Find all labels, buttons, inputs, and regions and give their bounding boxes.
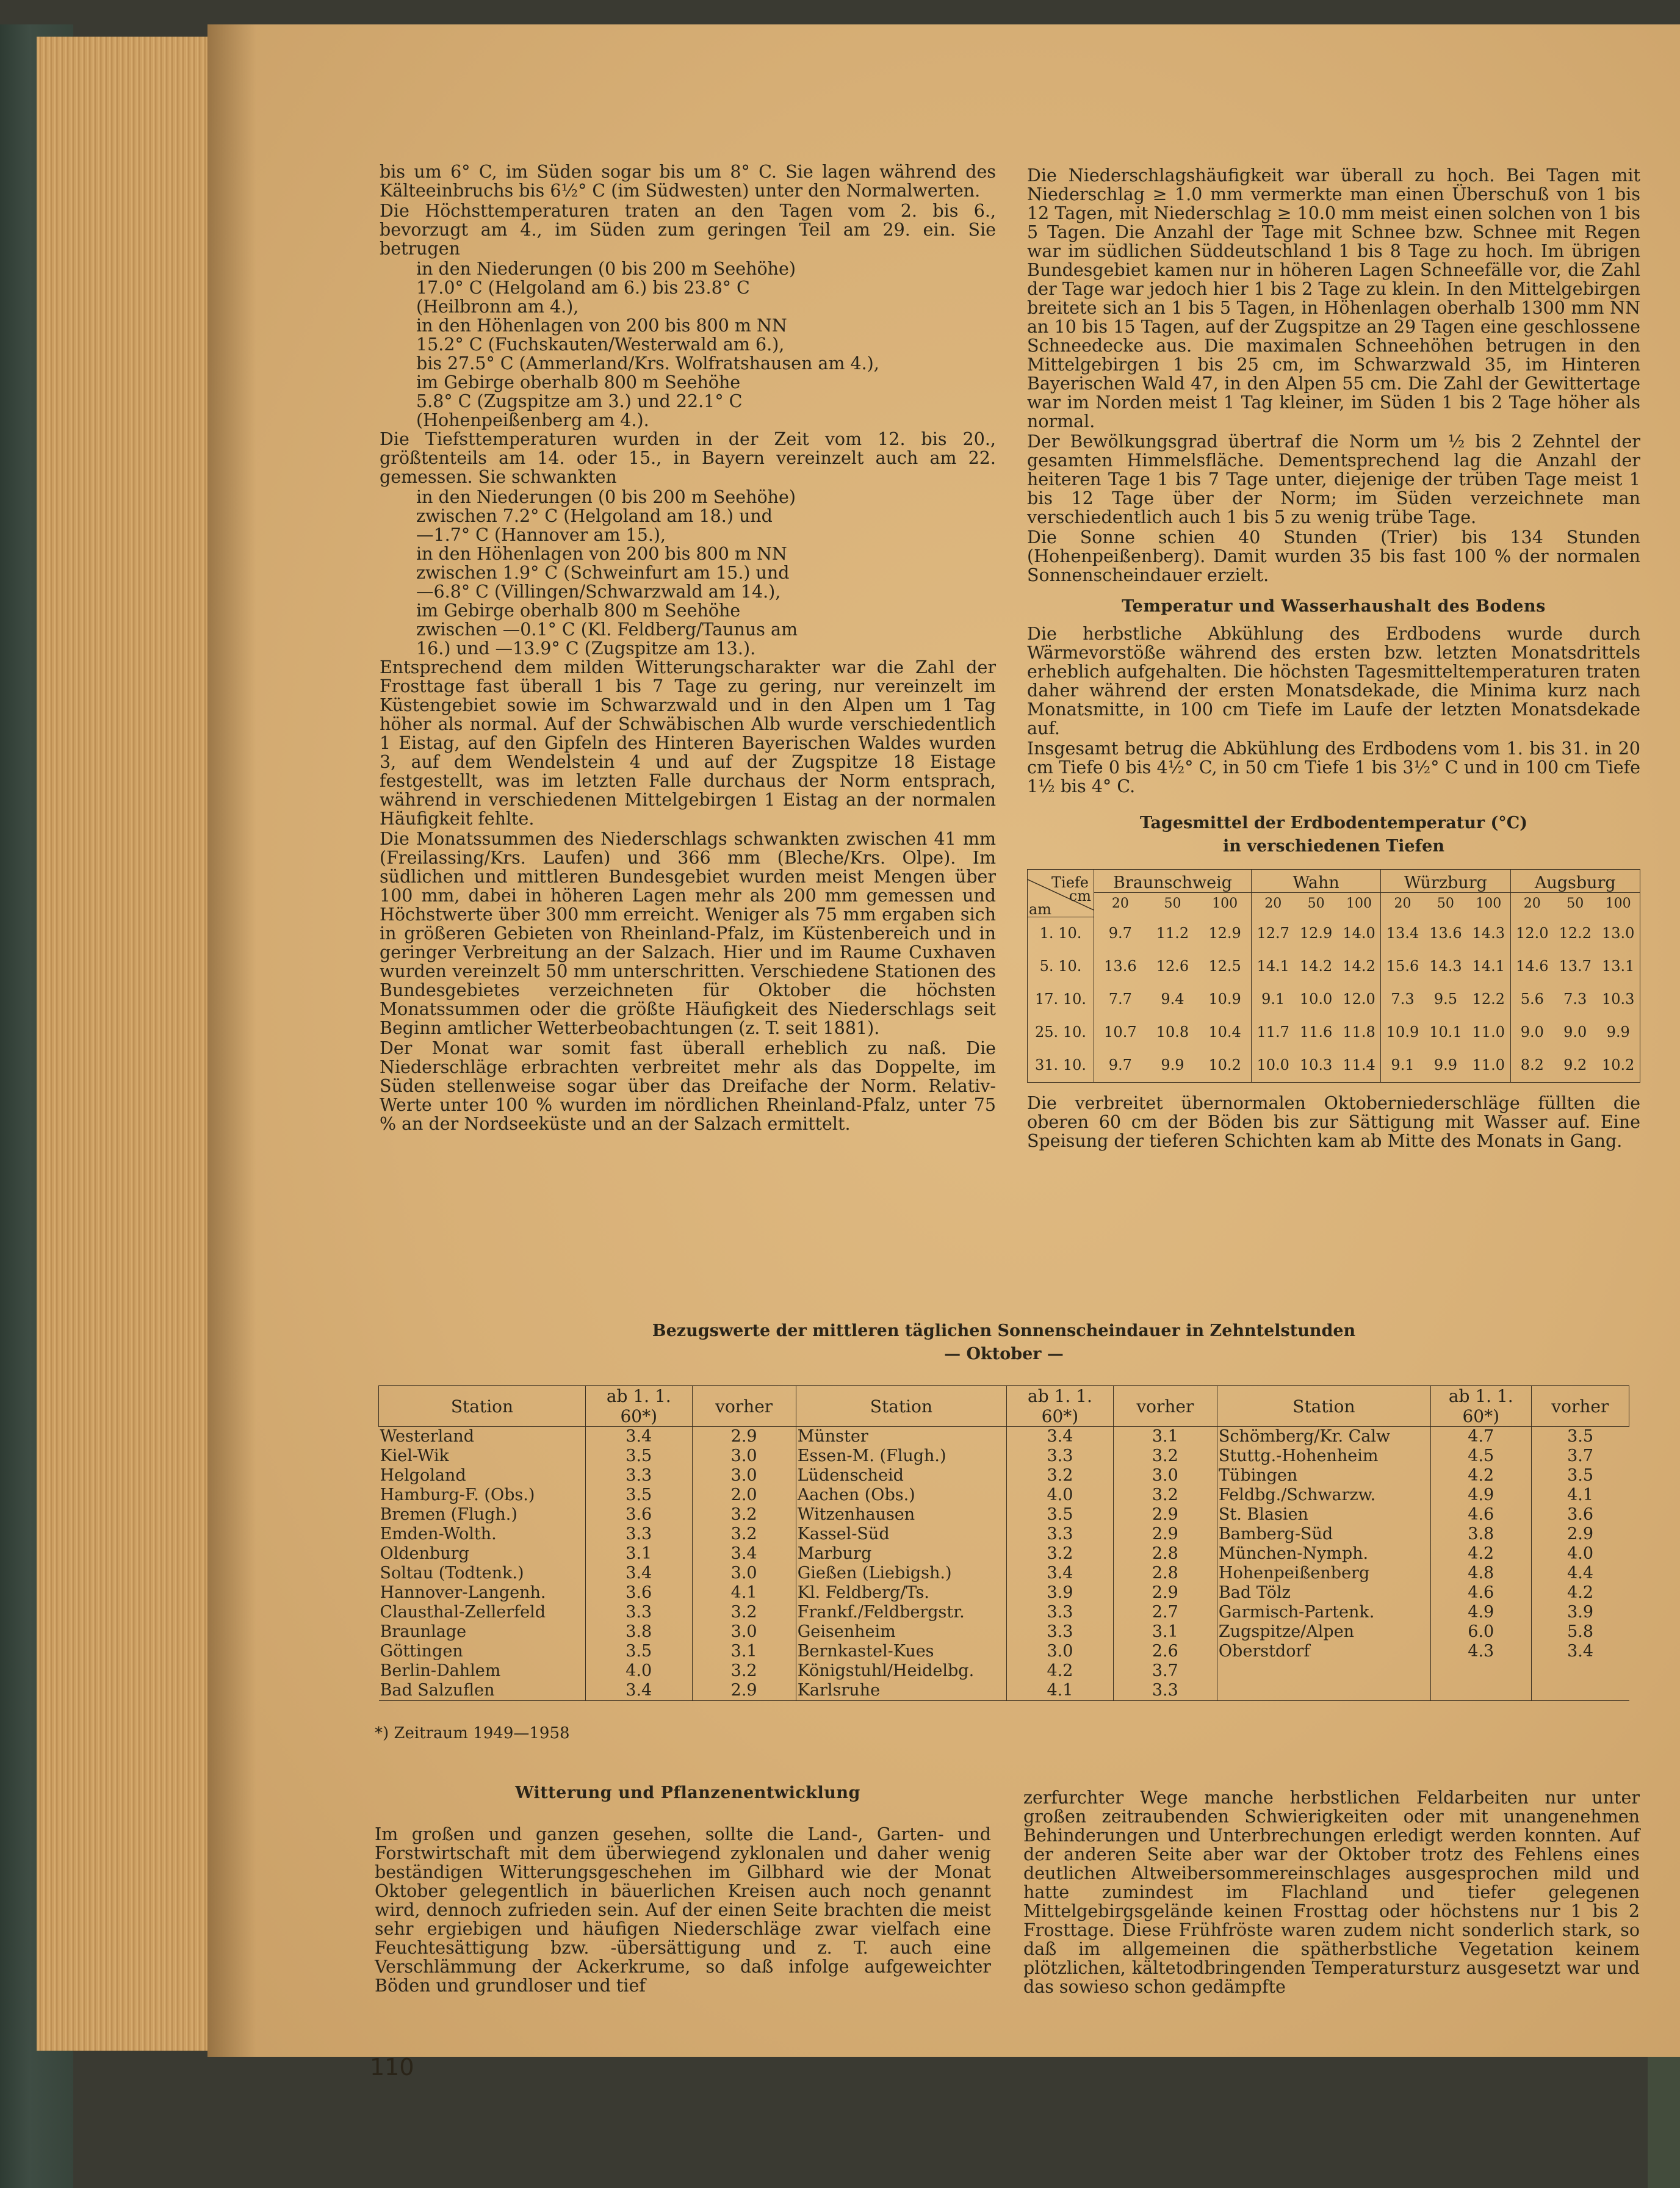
station-name: Zugspitze/Alpen [1217, 1622, 1430, 1642]
table-cell: 9.1 [1381, 1049, 1424, 1083]
table-cell: 3.8 [1430, 1525, 1531, 1544]
corner-unit-label: cm [1069, 887, 1091, 905]
station-header: Braunschweig [1094, 870, 1252, 893]
list-line: 15.2° C (Fuchskauten/Westerwald am 6.), [416, 334, 785, 355]
station-name: St. Blasien [1217, 1505, 1430, 1525]
station-name: Stuttg.-Hohenheim [1217, 1446, 1430, 1466]
table-cell: 12.2 [1472, 991, 1505, 1008]
paragraph: zerfurchter Wege manche herbstlichen Feldarbeiten nur unter großen zeitraubenden Schwierigkeiten oder mit unangenehmen Behinderungen und Unterbrechungen erledigt werden konnten. Auf der anderen Seite aber war der Oktober trotz des Fehlens eines deutlichen Altweibersommereinschlages ausgesprochen mild und hatte zumindest im Flachland und tiefer gelegenen Mittelgebirgsgelände keinen Frosttag oder höchstens nur 1 bis 2 Frosttage. Diese Frühfröste waren zudem nicht sonderlich stark, so daß im allgemeinen die spätherbstliche Vegetation keinem plötzlichen, kältetodbringenden Temperatursturz ausgesetzt war und das sowieso schon gedämpfte [1023, 1788, 1640, 1997]
table-cell: 10.9 [1208, 991, 1241, 1008]
list-line: in den Höhenlagen von 200 bis 800 m NN [416, 316, 787, 336]
station-name: Karlsruhe [796, 1681, 1006, 1701]
station-name: Marburg [796, 1544, 1006, 1564]
table-cell: 3.4 [1007, 1427, 1114, 1447]
table-cell: 3.0 [692, 1622, 796, 1642]
table-cell: 12.2 [1559, 924, 1592, 942]
table-row [379, 1564, 1629, 1583]
list-line: in den Höhenlagen von 200 bis 800 m NN [416, 544, 787, 564]
station-name: Emden-Wolth. [380, 1525, 497, 1544]
list-line: in den Niederungen (0 bis 200 m Seehöhe) [416, 259, 796, 279]
table-row [1028, 983, 1640, 1016]
table-cell: 3.0 [1007, 1642, 1114, 1661]
table-cell: 10.9 [1381, 1016, 1424, 1049]
table-cell: 4.7 [1430, 1427, 1531, 1447]
station-name: Göttingen [380, 1642, 463, 1661]
table-cell: 4.0 [1531, 1544, 1629, 1564]
table-cell: 8.2 [1510, 1049, 1554, 1083]
soil-table-subtitle: in verschiedenen Tiefen [1223, 837, 1444, 856]
section-heading: Witterung und Pflanzenentwicklung [515, 1783, 860, 1802]
table-cell: 13.4 [1381, 917, 1424, 950]
station-name: Kiel-Wik [380, 1446, 449, 1465]
list-line: in den Niederungen (0 bis 200 m Seehöhe) [416, 487, 796, 507]
table-cell: 3.2 [1007, 1466, 1114, 1486]
sunshine-table [378, 1385, 1629, 1701]
table-cell: 3.5 [585, 1642, 692, 1661]
table-cell: 2.9 [692, 1681, 796, 1701]
station-name: Braunlage [380, 1622, 467, 1641]
station-name: Garmisch-Partenk. [1217, 1603, 1430, 1622]
table-cell: 3.1 [692, 1642, 796, 1661]
max-temp-list [380, 259, 996, 430]
right-column [1027, 166, 1640, 1152]
table-corner [1028, 870, 1094, 917]
table-cell: 14.3 [1429, 958, 1462, 975]
paragraph: Die Sonne schien 40 Stunden (Trier) bis 134 Stunden (Hohenpeißenberg). Damit wurden 35 bis fast 100 % der normalen Sonnenscheindauer erzielt. [1027, 527, 1640, 585]
station-name [1217, 1681, 1430, 1701]
table-cell: 10.1 [1429, 1024, 1462, 1041]
depth-header: 20 [1523, 896, 1541, 911]
paragraph: Die Tiefsttemperaturen wurden in der Zeit vom 12. bis 20., größtenteils am 14. oder 15., in Bayern vereinzelt auch am 22. gemessen. Sie schwankten [380, 429, 996, 487]
table-cell: 14.0 [1343, 924, 1375, 942]
table-cell: 2.8 [1113, 1564, 1217, 1583]
table-cell: 2.8 [1113, 1544, 1217, 1564]
depth-header: 100 [1199, 893, 1251, 917]
paragraph: Die herbstliche Abkühlung des Erdbodens wurde durch Wärmevorstöße während des ersten bzw. letzten Monatsdrittels erheblich aufgehalten. Die höchsten Tagesmitteltemperaturen traten daher während der ersten Monatsdekade, die Minima kurz nach Monatsmitte, in 100 cm Tiefe im Laufe der letzten Monatsdekade auf. [1027, 624, 1640, 738]
table-cell: 7.3 [1563, 991, 1587, 1008]
paragraph: Die Monatssummen des Niederschlags schwankten zwischen 41 mm (Freilassing/Krs. Laufen) und 366 mm (Bleche/Krs. Olpe). Im südlichen und mittleren Bundesgebiet wurden meist Mengen über 100 mm, dabei in höheren Lagen mehr als 200 mm gemessen und Höchstwerte über 300 mm erreicht. Weniger als 75 mm ergaben sich in größeren Gebieten von Rheinland-Pfalz, im Küstenbereich und in geringer Verbreitung an der Salzach. Hier und im Raume Cuxhaven wurden vereinzelt 50 mm unterschritten. Verschiedene Stationen des Bundesgebietes verzeichneten für Oktober die höchsten Monatssummen oder die größte Häufigkeit des Niederschlags seit Beginn amtlicher Wetterbeobachtungen (z. T. seit 1881). [380, 829, 996, 1038]
table-cell [1430, 1661, 1531, 1681]
table-cell: 11.4 [1343, 1056, 1375, 1074]
table-cell: 11.2 [1156, 924, 1189, 942]
table-cell: 9.0 [1563, 1024, 1587, 1041]
table-cell: 11.8 [1343, 1024, 1375, 1041]
table-cell: 3.4 [585, 1564, 692, 1583]
station-name: Aachen (Obs.) [796, 1486, 1006, 1505]
row-date: 5. 10. [1028, 950, 1094, 983]
table-cell: 3.9 [1007, 1583, 1114, 1603]
table-cell: 3.5 [1531, 1427, 1629, 1447]
table-cell: 2.9 [1113, 1525, 1217, 1544]
table-cell: 9.0 [1510, 1016, 1554, 1049]
table-cell: 3.3 [1007, 1525, 1114, 1544]
table-cell: 13.7 [1559, 958, 1592, 975]
table-row [1028, 917, 1640, 950]
table-cell: 3.2 [692, 1525, 796, 1544]
table-row [379, 1603, 1629, 1622]
table-cell: 3.5 [585, 1486, 692, 1505]
footnote: *) Zeitraum 1949—1958 [375, 1724, 570, 1742]
station-name: Witzenhausen [796, 1505, 1006, 1525]
row-date: 17. 10. [1028, 983, 1094, 1016]
table-cell: 4.0 [1007, 1486, 1114, 1505]
table-cell: 4.0 [585, 1661, 692, 1681]
paragraph: Der Monat war somit fast überall erheblich zu naß. Die Niederschläge erbrachten verbreitet mehr als das Doppelte, im Süden stellenweise sogar über das Dreifache der Norm. Relativ-Werte unter 100 % wurden im nördlichen Rheinland-Pfalz, unter 75 % an der Nordseeküste und an der Salzach ermittelt. [380, 1038, 996, 1134]
table-cell: 12.0 [1510, 917, 1554, 950]
table-cell: 3.0 [692, 1564, 796, 1583]
row-date: 31. 10. [1028, 1049, 1094, 1083]
depth-header: 100 [1596, 893, 1640, 917]
table-cell: 10.0 [1299, 991, 1333, 1008]
bottom-left-column [375, 1825, 991, 1996]
table-cell: 9.5 [1433, 991, 1457, 1008]
table-cell: 3.2 [692, 1661, 796, 1681]
paragraph: Der Bewölkungsgrad übertraf die Norm um ½ bis 2 Zehntel der gesamten Himmelsfläche. Dementsprechend lag die Anzahl der heiteren Tage 1 bis 7 Tage unter, diejenige der trüben Tage meist 1 bis 12 Tage über der Norm; im Süden verzeichnete man verschiedentlich auch 1 bis 5 zu wenig trübe Tage. [1027, 431, 1640, 527]
list-line: —1.7° C (Hannover am 15.), [416, 525, 666, 545]
table-cell: 11.0 [1472, 1024, 1505, 1041]
table-cell: 2.9 [1113, 1583, 1217, 1603]
table-cell: 2.7 [1113, 1603, 1217, 1622]
table-cell: 10.8 [1156, 1024, 1189, 1041]
table-row [379, 1446, 1629, 1466]
table-cell: 12.9 [1208, 924, 1241, 942]
paragraph: Die Niederschlagshäufigkeit war überall zu hoch. Bei Tagen mit Niederschlag ≥ 1.0 mm vermerkte man einen Überschuß von 1 bis 12 Tagen, mit Niederschlag ≥ 10.0 mm meist einen solchen von 1 bis 5 Tagen. Die Anzahl der Tage mit Schnee bzw. Schnee mit Regen war im südlichen Süddeutschland 1 bis 8 Tage zu hoch. Im übrigen Bundesgebiet kamen nur in höheren Lagen Schneefälle vor, die Zahl der Tage war jedoch hier 1 bis 2 Tage zu klein. In den Mittelgebirgen breitete sich an 1 bis 5 Tagen, in Höhenlagen oberhalb 1300 mm NN an 10 bis 15 Tagen, auf der Zugspitze an 29 Tagen eine geschlossene Schneedecke aus. Die maximalen Schneehöhen betrugen in den Mittelgebirgen 1 bis 25 cm, im Schwarzwald 35, im Hinteren Bayerischen Wald 47, in den Alpen 55 cm. Die Zahl der Gewittertage war im Norden meist 1 Tag kleiner, im Süden 1 bis 2 Tage höher als normal. [1027, 165, 1640, 431]
list-line: zwischen 7.2° C (Helgoland am 18.) und [416, 506, 773, 526]
table-cell: 10.3 [1596, 983, 1640, 1016]
depth-header: 50 [1307, 896, 1325, 911]
soil-temperature-table [1027, 869, 1640, 1083]
depth-header: 20 [1094, 893, 1147, 917]
table-cell: 3.3 [1113, 1681, 1217, 1701]
table-cell: 3.4 [692, 1544, 796, 1564]
table-cell: 3.8 [585, 1622, 692, 1642]
list-line: 5.8° C (Zugspitze am 3.) und 22.1° C [416, 391, 743, 411]
table-row [379, 1661, 1629, 1681]
table-cell: 4.3 [1430, 1642, 1531, 1661]
section-heading: Temperatur und Wasserhaushalt des Bodens [1122, 597, 1546, 616]
table-cell: 3.3 [585, 1525, 692, 1544]
table-cell: 5.8 [1531, 1622, 1629, 1642]
page-stack [37, 37, 222, 2051]
table-cell: 6.0 [1430, 1622, 1531, 1642]
table-cell: 7.3 [1381, 983, 1424, 1016]
table-cell: 3.4 [1007, 1564, 1114, 1583]
station-name: Hohenpeißenberg [1217, 1564, 1430, 1583]
depth-header: 100 [1467, 893, 1510, 917]
bottom-right-column [1023, 1788, 1640, 1998]
station-name: Hamburg-F. (Obs.) [380, 1486, 535, 1504]
depth-header: 50 [1164, 896, 1181, 911]
station-name: Helgoland [380, 1466, 466, 1485]
depth-header: 100 [1338, 893, 1381, 917]
table-cell: 3.5 [585, 1446, 692, 1466]
table-cell: 3.3 [1007, 1603, 1114, 1622]
station-name: Clausthal-Zellerfeld [380, 1603, 546, 1622]
station-name: Kassel-Süd [796, 1525, 1006, 1544]
table-cell: 9.2 [1563, 1056, 1587, 1074]
station-name: Kl. Feldberg/Ts. [796, 1583, 1006, 1603]
table-cell: 3.9 [1531, 1603, 1629, 1622]
table-cell: 14.2 [1299, 958, 1333, 975]
col-station: Station [1217, 1386, 1430, 1427]
table-cell: 2.9 [1531, 1525, 1629, 1544]
table-cell: 11.6 [1299, 1024, 1333, 1041]
table-cell: 4.2 [1531, 1583, 1629, 1603]
station-name: Berlin-Dahlem [380, 1661, 501, 1680]
table-cell: 13.1 [1596, 950, 1640, 983]
table-cell: 9.4 [1161, 991, 1184, 1008]
table-cell: 4.5 [1430, 1446, 1531, 1466]
table-cell: 7.7 [1094, 983, 1147, 1016]
depth-header: 50 [1566, 896, 1584, 911]
station-name: Gießen (Liebigsh.) [796, 1564, 1006, 1583]
station-name: München-Nymph. [1217, 1544, 1430, 1564]
table-cell: 3.6 [1531, 1505, 1629, 1525]
table-cell: 3.2 [692, 1505, 796, 1525]
left-column [380, 162, 996, 1135]
corner-date-label: am [1029, 901, 1052, 919]
table-cell: 3.3 [1007, 1622, 1114, 1642]
list-line: bis 27.5° C (Ammerland/Krs. Wolfratshausen am 4.), [416, 353, 879, 374]
paragraph: Entsprechend dem milden Witterungscharakter war die Zahl der Frosttage fast überall 1 bis 7 Tage zu gering, nur vereinzelt im Küstengebiet sowie im Schwarzwald und in den Alpen um 1 Tag höher als normal. Auf der Schwäbischen Alb wurde verschiedentlich 1 Eistag, auf den Gipfeln des Hinteren Bayerischen Waldes wurden 3, auf dem Wendelstein 4 und auf der Zugspitze 18 Eistage festgestellt, was im letzten Falle durchaus der Norm entsprach, während in verschiedenen Mittelgebirgen 1 Eistag an der normalen Häufigkeit fehlte. [380, 657, 996, 829]
sun-table-title: Bezugswerte der mittleren täglichen Sonnenscheindauer in Zehntelstunden [652, 1321, 1356, 1340]
table-cell: 4.2 [1430, 1466, 1531, 1486]
depth-header: 20 [1394, 896, 1411, 911]
table-cell: 2.9 [1113, 1505, 1217, 1525]
station-name: Bad Tölz [1217, 1583, 1430, 1603]
station-name: Bernkastel-Kues [796, 1642, 1006, 1661]
table-cell: 11.0 [1472, 1056, 1505, 1074]
col-old: vorher [692, 1386, 796, 1427]
station-name: Soltau (Todtenk.) [380, 1564, 524, 1583]
table-cell: 10.2 [1208, 1056, 1241, 1074]
corner-depth-label: Tiefe [1051, 874, 1089, 892]
table-cell: 3.4 [1531, 1642, 1629, 1661]
table-cell: 10.3 [1299, 1056, 1333, 1074]
table-cell: 3.7 [1113, 1661, 1217, 1681]
table-cell: 14.2 [1343, 958, 1375, 975]
table-cell [1430, 1681, 1531, 1701]
table-cell: 13.0 [1596, 917, 1640, 950]
table-cell: 12.7 [1251, 917, 1294, 950]
table-cell: 3.4 [585, 1681, 692, 1701]
table-cell [1531, 1661, 1629, 1681]
table-row [379, 1681, 1629, 1701]
list-line: im Gebirge oberhalb 800 m Seehöhe [416, 601, 741, 621]
station-name: Bad Salzuflen [380, 1681, 495, 1700]
table-row [1028, 1016, 1640, 1049]
corner-diagonal [1028, 873, 1094, 916]
table-cell: 15.6 [1381, 950, 1424, 983]
table-row [379, 1544, 1629, 1564]
table-cell: 3.1 [1113, 1427, 1217, 1447]
station-name: Feldbg./Schwarzw. [1217, 1486, 1430, 1505]
table-cell: 9.7 [1094, 1049, 1147, 1083]
table-cell: 4.4 [1531, 1564, 1629, 1583]
station-name: Münster [796, 1427, 1006, 1447]
table-cell: 9.9 [1596, 1016, 1640, 1049]
paragraph: bis um 6° C, im Süden sogar bis um 8° C. Sie lagen während des Kälteeinbruchs bis 6½° C (im Südwesten) unter den Normalwerten. [380, 162, 996, 201]
table-cell: 9.1 [1251, 983, 1294, 1016]
table-cell: 4.8 [1430, 1564, 1531, 1583]
table-cell: 9.9 [1161, 1056, 1184, 1074]
table-row [379, 1525, 1629, 1544]
station-name: Lüdenscheid [796, 1466, 1006, 1486]
col-old: vorher [1113, 1386, 1217, 1427]
table-cell [1531, 1681, 1629, 1701]
depth-header: 50 [1437, 896, 1454, 911]
table-cell: 14.3 [1472, 924, 1505, 942]
paragraph: Die Höchsttemperaturen traten an den Tagen vom 2. bis 6., bevorzugt am 4., im Süden zum geringen Teil am 29. ein. Sie betrugen [380, 201, 996, 259]
table-cell: 14.1 [1251, 950, 1294, 983]
row-date: 1. 10. [1028, 917, 1094, 950]
table-cell: 3.5 [1007, 1505, 1114, 1525]
page-number: 110 [370, 2054, 414, 2081]
table-cell: 4.2 [1430, 1544, 1531, 1564]
table-cell: 3.5 [1531, 1466, 1629, 1486]
table-cell: 3.1 [585, 1544, 692, 1564]
table-row [379, 1427, 1629, 1447]
table-cell: 4.2 [1007, 1661, 1114, 1681]
table-cell: 3.0 [692, 1466, 796, 1486]
table-cell: 3.0 [692, 1446, 796, 1466]
list-line: (Hohenpeißenberg am 4.). [416, 410, 649, 430]
list-line: zwischen —0.1° C (Kl. Feldberg/Taunus am [416, 619, 798, 640]
table-row [379, 1505, 1629, 1525]
table-cell: 13.6 [1429, 924, 1462, 942]
table-cell: 3.4 [585, 1427, 692, 1447]
table-row [1028, 1049, 1640, 1083]
station-name: Hannover-Langenh. [380, 1583, 546, 1602]
station-name: Oberstdorf [1217, 1642, 1430, 1661]
station-name: Westerland [380, 1427, 475, 1446]
station-name: Königstuhl/Heidelbg. [796, 1661, 1006, 1681]
table-row [379, 1486, 1629, 1505]
table-cell: 3.7 [1531, 1446, 1629, 1466]
sun-table-subtitle: — Oktober — [944, 1345, 1064, 1363]
station-name: Schömberg/Kr. Calw [1217, 1427, 1430, 1447]
table-row [379, 1642, 1629, 1661]
station-name [1217, 1661, 1430, 1681]
station-name: Geisenheim [796, 1622, 1006, 1642]
station-name: Tübingen [1217, 1466, 1430, 1486]
list-line: 17.0° C (Helgoland am 6.) bis 23.8° C [416, 278, 750, 298]
table-row [379, 1622, 1629, 1642]
table-cell: 4.1 [1007, 1681, 1114, 1701]
table-cell: 3.2 [1007, 1544, 1114, 1564]
paragraph: Die verbreitet übernormalen Oktoberniederschläge füllten die oberen 60 cm der Böden bis zur Sättigung mit Wasser auf. Eine Speisung der tieferen Schichten kam ab Mitte des Monats in Gang. [1027, 1092, 1640, 1151]
station-name: Oldenburg [380, 1544, 469, 1563]
gutter-shadow [207, 24, 256, 2057]
table-cell: 4.6 [1430, 1505, 1531, 1525]
table-row [379, 1583, 1629, 1603]
station-name: Frankf./Feldbergstr. [796, 1603, 1006, 1622]
table-cell: 4.9 [1430, 1603, 1531, 1622]
table-cell: 9.7 [1094, 917, 1147, 950]
table-cell: 9.9 [1433, 1056, 1457, 1074]
table-cell: 10.4 [1208, 1024, 1241, 1041]
table-cell: 12.0 [1343, 991, 1375, 1008]
row-date: 25. 10. [1028, 1016, 1094, 1049]
table-cell: 3.3 [585, 1603, 692, 1622]
list-line: (Heilbronn am 4.), [416, 297, 579, 317]
table-cell: 14.1 [1472, 958, 1505, 975]
col-new: ab 1. 1. 60*) [1007, 1386, 1114, 1427]
col-old: vorher [1531, 1386, 1629, 1427]
table-row [379, 1466, 1629, 1486]
table-cell: 2.0 [692, 1486, 796, 1505]
table-cell: 3.6 [585, 1583, 692, 1603]
list-line: —6.8° C (Villingen/Schwarzwald am 14.), [416, 582, 781, 602]
col-station: Station [796, 1386, 1006, 1427]
station-name: Bremen (Flugh.) [380, 1505, 517, 1524]
table-cell: 13.6 [1094, 950, 1147, 983]
table-cell: 4.9 [1430, 1486, 1531, 1505]
list-line: zwischen 1.9° C (Schweinfurt am 15.) und [416, 563, 790, 583]
table-cell: 3.2 [1113, 1446, 1217, 1466]
table-cell: 10.7 [1094, 1016, 1147, 1049]
station-name: Essen-M. (Flugh.) [796, 1446, 1006, 1466]
min-temp-list [380, 488, 996, 658]
col-new: ab 1. 1. 60*) [585, 1386, 692, 1427]
list-line: im Gebirge oberhalb 800 m Seehöhe [416, 372, 741, 392]
table-cell: 10.2 [1596, 1049, 1640, 1083]
paragraph: Im großen und ganzen gesehen, sollte die Land-, Garten- und Forstwirtschaft mit dem überwiegend zyklonalen und daher wenig beständigen Witterungsgeschehen im Gilbhard wie der Monat Oktober gelegentlich in bäuerlichen Kreisen auch noch genannt wird, dennoch zufrieden sein. Auf der einen Seite brachten die meist sehr ergiebigen und häufigen Niederschläge zwar vielfach eine Feuchtesättigung bzw. -übersättigung und z. T. auch eine Verschlämmung der Ackerkrume, so daß infolge aufgeweichter Böden und grundloser und tief [375, 1824, 991, 1996]
table-cell: 5.6 [1510, 983, 1554, 1016]
table-row [1028, 950, 1640, 983]
station-header: Wahn [1251, 870, 1380, 893]
depth-header: 20 [1264, 896, 1282, 911]
table-cell: 12.6 [1156, 958, 1189, 975]
table-cell: 12.9 [1299, 924, 1333, 942]
col-station: Station [379, 1386, 586, 1427]
table-cell: 11.7 [1251, 1016, 1294, 1049]
table-cell: 4.1 [692, 1583, 796, 1603]
table-cell: 3.0 [1113, 1466, 1217, 1486]
table-cell: 3.1 [1113, 1622, 1217, 1642]
table-cell: 3.2 [692, 1603, 796, 1622]
table-cell: 4.6 [1430, 1583, 1531, 1603]
table-cell: 2.9 [692, 1427, 796, 1447]
station-header: Würzburg [1381, 870, 1510, 893]
col-new: ab 1. 1. 60*) [1430, 1386, 1531, 1427]
table-cell: 3.2 [1113, 1486, 1217, 1505]
station-name: Bamberg-Süd [1217, 1525, 1430, 1544]
table-cell: 14.6 [1510, 950, 1554, 983]
table-cell: 12.5 [1208, 958, 1241, 975]
table-cell: 3.3 [1007, 1446, 1114, 1466]
table-cell: 4.1 [1531, 1486, 1629, 1505]
soil-table-title: Tagesmittel der Erdbodentemperatur (°C) [1139, 814, 1528, 832]
table-cell: 3.6 [585, 1505, 692, 1525]
list-line: 16.) und —13.9° C (Zugspitze am 13.). [416, 638, 756, 659]
table-cell: 2.6 [1113, 1642, 1217, 1661]
table-cell: 10.0 [1251, 1049, 1294, 1083]
station-header: Augsburg [1510, 870, 1640, 893]
table-cell: 3.3 [585, 1466, 692, 1486]
paragraph: Insgesamt betrug die Abkühlung des Erdbodens vom 1. bis 31. in 20 cm Tiefe 0 bis 4½° C, in 50 cm Tiefe 1 bis 3½° C und in 100 cm Tiefe 1½ bis 4° C. [1027, 738, 1640, 796]
